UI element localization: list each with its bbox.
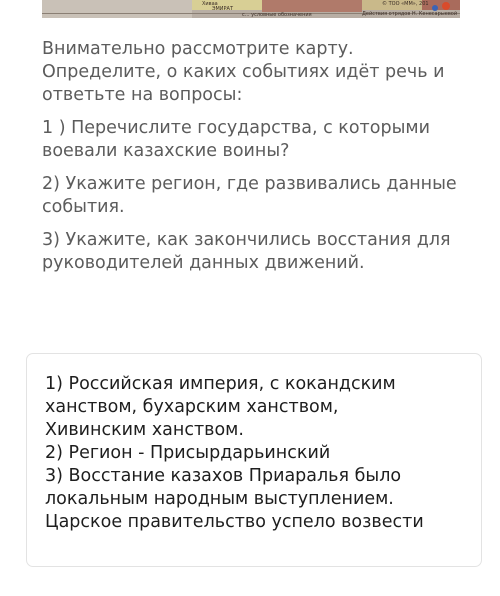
- question-text: [42, 38, 472, 285]
- map-label: Действия отрядов Н. Кенесарыевой: [362, 11, 458, 17]
- question-item-3: 3) Укажите, как закончились восстания для руководителей данных движений.: [42, 230, 451, 273]
- answer-line: 2) Регион - Присырдарьинский: [45, 443, 331, 463]
- map-region: [262, 0, 362, 12]
- map-label: © ТОО «ММ», 201: [382, 1, 429, 7]
- answer-line: Хивинским ханством.: [45, 420, 244, 440]
- answer-line: 1) Российская империя, с кокандским: [45, 374, 396, 394]
- map-label: с... условные обозначения: [242, 12, 312, 18]
- answer-card: [26, 353, 482, 567]
- answer-text: [45, 373, 475, 534]
- answer-line: ханством, бухарским ханством,: [45, 397, 339, 417]
- map-label: Хиваа: [202, 1, 218, 7]
- map-marker-icon: [442, 2, 450, 10]
- question-intro: Внимательно рассмотрите карту. Определите, о каких событиях идёт речь и ответьте на вопросы:: [42, 39, 445, 105]
- map-label: ЭМИРАТ: [212, 6, 234, 12]
- question-item-2: 2) Укажите регион, где развивались данные события.: [42, 174, 457, 217]
- map-image-fragment: [42, 0, 460, 18]
- answer-line: локальным народным выступлением.: [45, 489, 394, 509]
- question-item-1: 1 ) Перечислите государства, с которыми воевали казахские воины?: [42, 118, 430, 161]
- answer-line: 3) Восстание казахов Приаралья было: [45, 466, 402, 486]
- answer-line: Царское правительство успело возвести: [45, 512, 424, 532]
- map-region: [42, 0, 192, 18]
